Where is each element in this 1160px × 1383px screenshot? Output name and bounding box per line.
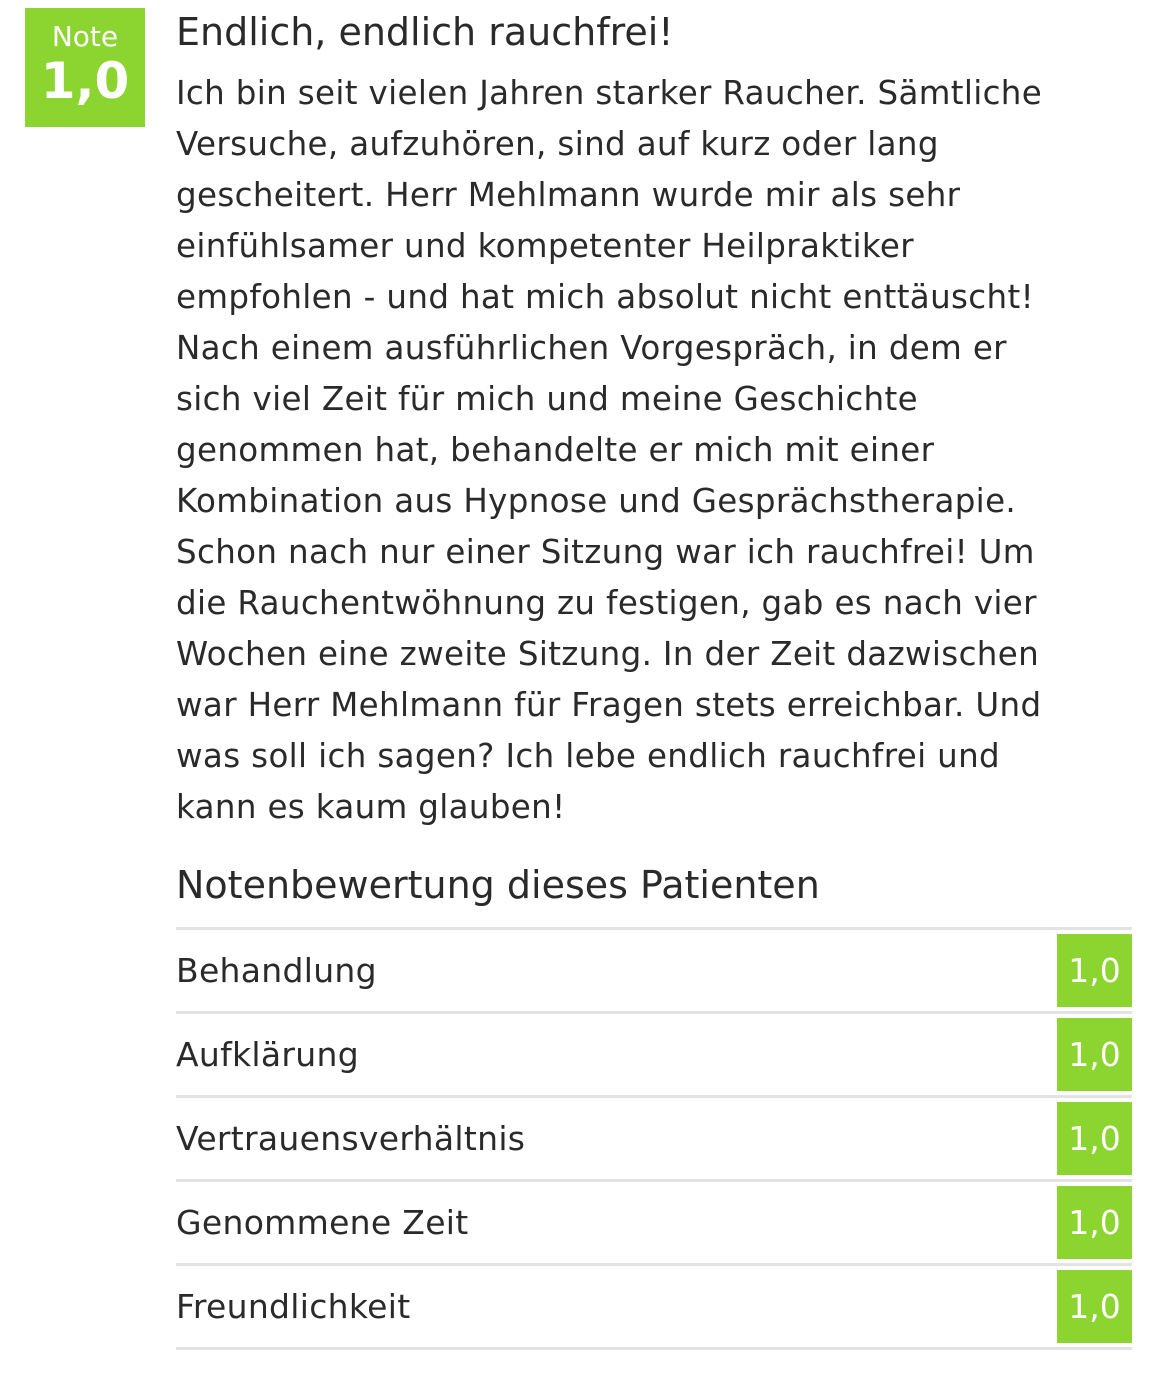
rating-value: 1,0 bbox=[1057, 1270, 1132, 1343]
rating-label: Aufklärung bbox=[176, 1035, 359, 1074]
rating-value: 1,0 bbox=[1057, 1186, 1132, 1259]
review-text: Ich bin seit vielen Jahren starker Raucher. Sämtliche Versuche, aufzuhören, sind auf kurz oder lang gescheitert. Herr Mehlmann wurde mir als sehr einfühlsamer und kompetenter Heilpraktiker empfohlen - und hat mich absolut nicht enttäuscht! Nach einem ausführlichen Vorgespräch, in dem er sich viel Zeit für mich und meine Geschichte genommen hat, behandelte er mich mit einer Kombination aus Hypnose und Gesprächstherapie. Schon nach nur einer Sitzung war ich rauchfrei! Um die Rauchentwöhnung zu festigen, gab es nach vier Wochen eine zweite Sitzung. In der Zeit dazwischen war Herr Mehlmann für Fragen stets erreichbar. Und was soll ich sagen? Ich lebe endlich rauchfrei und kann es kaum glauben! bbox=[176, 74, 1043, 826]
review-content bbox=[176, 0, 1132, 1350]
rating-label: Genommene Zeit bbox=[176, 1203, 469, 1242]
rating-value: 1,0 bbox=[1057, 1018, 1132, 1091]
rating-row-aufklaerung bbox=[176, 1014, 1132, 1098]
rating-row-vertrauensverhaeltnis bbox=[176, 1098, 1132, 1182]
grade-label: Note bbox=[51, 20, 119, 53]
ratings-list bbox=[176, 927, 1132, 1350]
rating-row-freundlichkeit bbox=[176, 1266, 1132, 1350]
rating-value: 1,0 bbox=[1057, 1102, 1132, 1175]
rating-label: Behandlung bbox=[176, 951, 377, 990]
rating-label: Freundlichkeit bbox=[176, 1287, 411, 1326]
ratings-heading: Notenbewertung dieses Patienten bbox=[176, 863, 820, 907]
grade-value: 1,0 bbox=[40, 52, 130, 110]
rating-value: 1,0 bbox=[1057, 934, 1132, 1007]
rating-label: Vertrauensverhältnis bbox=[176, 1119, 526, 1158]
rating-row-behandlung bbox=[176, 930, 1132, 1014]
review-title: Endlich, endlich rauchfrei! bbox=[176, 10, 674, 54]
overall-grade-badge bbox=[25, 8, 145, 127]
rating-row-genommene-zeit bbox=[176, 1182, 1132, 1266]
